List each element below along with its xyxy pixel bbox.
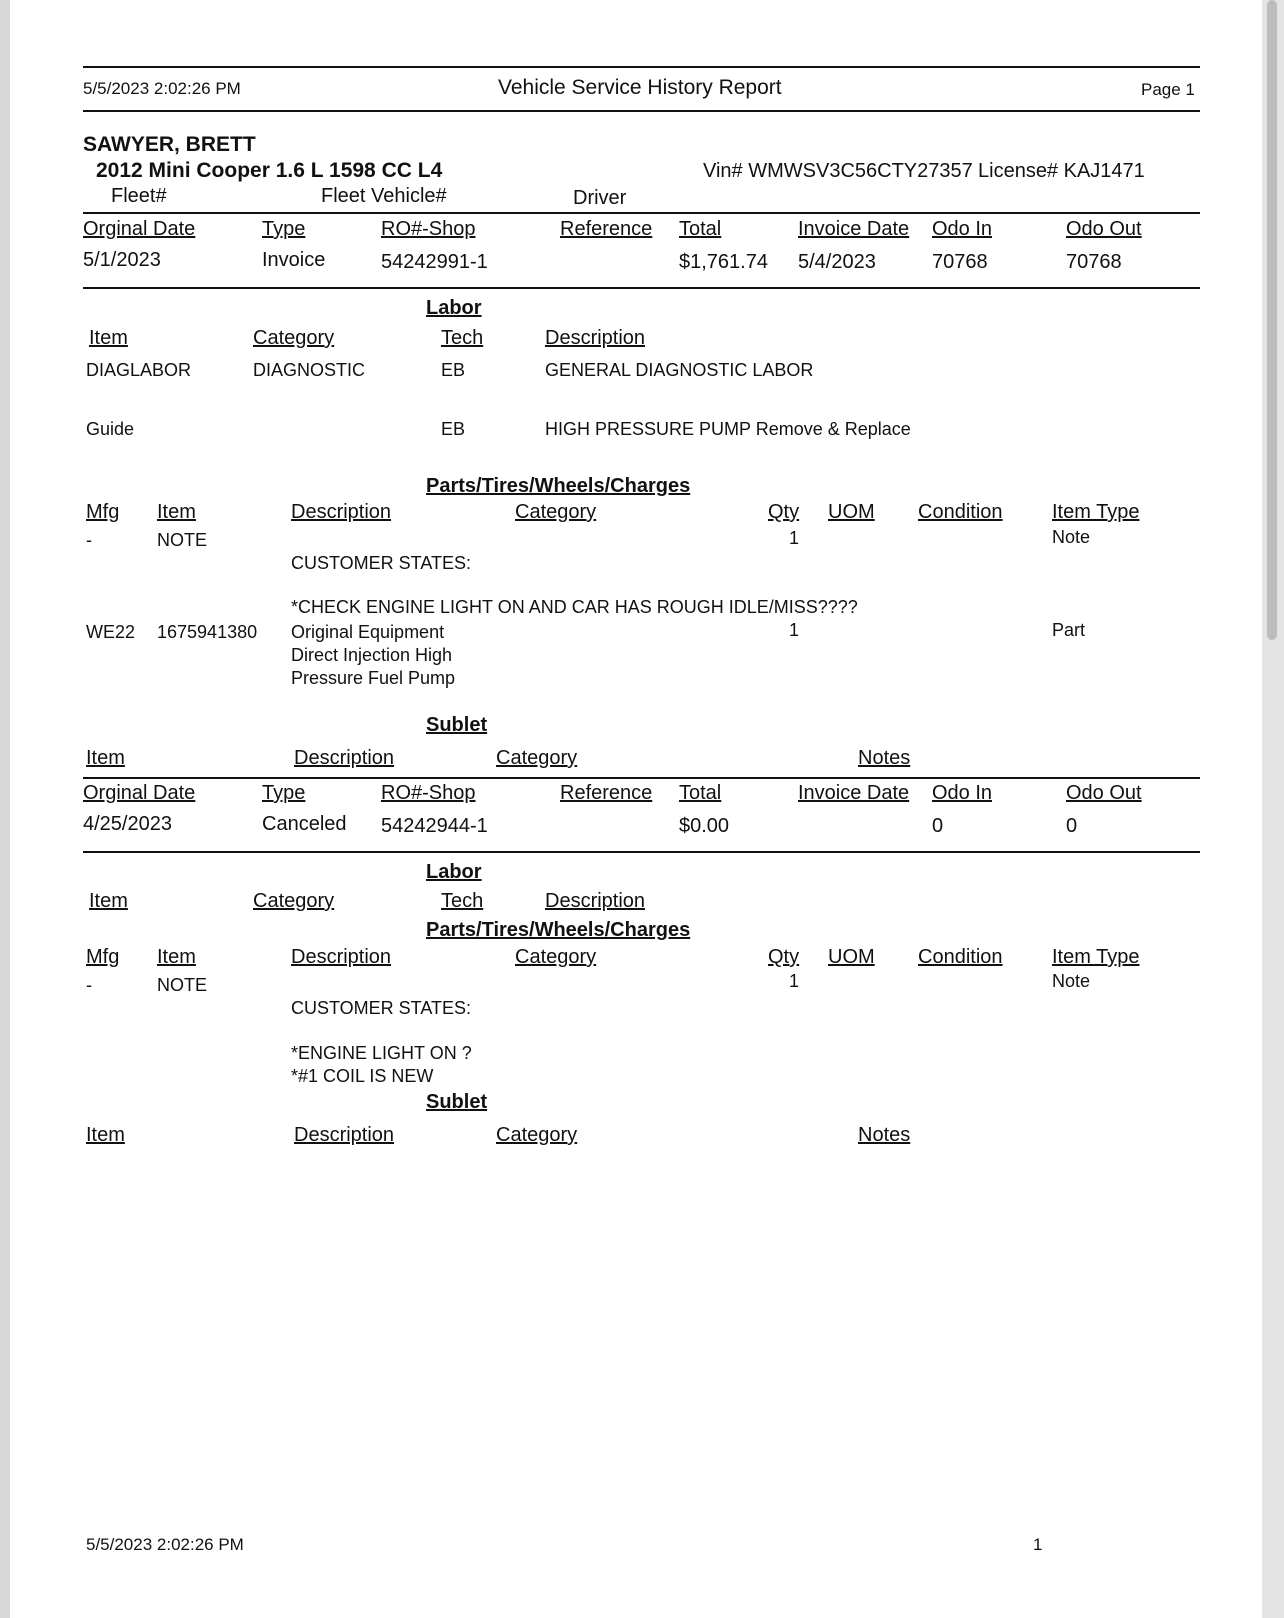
order-type: Canceled <box>262 813 347 835</box>
labor-tech: EB <box>441 360 466 380</box>
part-qty: 1 <box>789 971 800 991</box>
labor-item: DIAGLABOR <box>86 360 192 380</box>
col-original-date: Orginal Date <box>83 218 196 240</box>
fleet-label: Fleet# <box>111 185 167 207</box>
header-bottom-rule <box>83 110 1200 112</box>
order-odo-out: 0 <box>1066 815 1078 837</box>
part-qty: 1 <box>789 528 800 548</box>
part-description-line: Pressure Fuel Pump <box>291 668 456 688</box>
labor-col-description: Description <box>545 327 646 349</box>
parts-col-qty: Qty <box>768 501 800 523</box>
labor-description: GENERAL DIAGNOSTIC LABOR <box>545 360 814 380</box>
customer-rule <box>83 212 1200 214</box>
labor-tech: EB <box>441 419 466 439</box>
labor-section-title: Labor <box>426 861 482 883</box>
parts-col-qty: Qty <box>768 946 800 968</box>
sublet-col-item: Item <box>86 1124 125 1146</box>
report-title: Vehicle Service History Report <box>498 76 782 99</box>
parts-col-category: Category <box>515 946 597 968</box>
part-item-type: Note <box>1052 971 1091 991</box>
part-note-line: CUSTOMER STATES: <box>291 553 472 573</box>
sublet-col-description: Description <box>294 747 395 769</box>
order-rule <box>83 851 1200 853</box>
labor-col-tech: Tech <box>441 327 484 349</box>
parts-col-uom: UOM <box>828 501 875 523</box>
order-original-date: 4/25/2023 <box>83 813 172 835</box>
parts-col-condition: Condition <box>918 501 1003 523</box>
order-odo-out: 70768 <box>1066 251 1122 273</box>
order-total: $0.00 <box>679 815 730 837</box>
part-description-line: Original Equipment <box>291 622 445 642</box>
parts-col-item-type: Item Type <box>1052 501 1140 523</box>
part-note-line: CUSTOMER STATES: <box>291 998 472 1018</box>
parts-col-condition: Condition <box>918 946 1003 968</box>
vin-number: Vin# WMWSV3C56CTY27357 <box>703 160 973 182</box>
driver-label: Driver <box>573 187 627 209</box>
vehicle-description: 2012 Mini Cooper 1.6 L 1598 CC L4 <box>96 159 443 182</box>
sublet-col-notes: Notes <box>858 747 911 769</box>
parts-col-category: Category <box>515 501 597 523</box>
license-number: License# KAJ1471 <box>978 160 1145 182</box>
col-total: Total <box>679 218 722 240</box>
part-note-line: *ENGINE LIGHT ON ? <box>291 1043 472 1063</box>
part-item-type: Part <box>1052 620 1086 640</box>
parts-col-description: Description <box>291 501 392 523</box>
labor-col-item: Item <box>89 327 128 349</box>
parts-col-item: Item <box>157 501 196 523</box>
header-top-rule <box>83 66 1200 68</box>
sublet-section-title: Sublet <box>426 1091 488 1113</box>
labor-section-title: Labor <box>426 297 482 319</box>
col-ro-shop: RO#-Shop <box>381 218 476 240</box>
sublet-col-description: Description <box>294 1124 395 1146</box>
col-original-date: Orginal Date <box>83 782 196 804</box>
parts-section-title: Parts/Tires/Wheels/Charges <box>426 919 691 941</box>
parts-col-mfg: Mfg <box>86 501 120 523</box>
part-description-line: Direct Injection High <box>291 645 453 665</box>
order-separator-rule <box>83 777 1200 779</box>
order-total: $1,761.74 <box>679 251 768 273</box>
labor-col-tech: Tech <box>441 890 484 912</box>
labor-category: DIAGNOSTIC <box>253 360 366 380</box>
order-odo-in: 0 <box>932 815 944 837</box>
col-ro-shop: RO#-Shop <box>381 782 476 804</box>
order-odo-in: 70768 <box>932 251 988 273</box>
sublet-col-notes: Notes <box>858 1124 911 1146</box>
labor-col-category: Category <box>253 327 335 349</box>
part-mfg: WE22 <box>86 622 136 642</box>
col-type: Type <box>262 218 306 240</box>
part-mfg: - <box>86 530 92 550</box>
part-item: NOTE <box>157 530 208 550</box>
parts-col-item: Item <box>157 946 196 968</box>
page-indicator: Page 1 <box>1141 80 1195 99</box>
labor-col-item: Item <box>89 890 128 912</box>
order-type: Invoice <box>262 249 326 271</box>
part-note-line: *CHECK ENGINE LIGHT ON AND CAR HAS ROUGH IDLE/MISS???? <box>291 597 858 617</box>
col-odo-out: Odo Out <box>1066 782 1142 804</box>
sublet-section-title: Sublet <box>426 714 488 736</box>
parts-section-title: Parts/Tires/Wheels/Charges <box>426 475 691 497</box>
viewer-left-edge <box>0 0 10 1618</box>
parts-col-description: Description <box>291 946 392 968</box>
col-invoice-date: Invoice Date <box>798 218 910 240</box>
order-rule <box>83 287 1200 289</box>
order-ro-shop: 54242944-1 <box>381 815 488 837</box>
col-odo-out: Odo Out <box>1066 218 1142 240</box>
part-item: NOTE <box>157 975 208 995</box>
sublet-col-item: Item <box>86 747 125 769</box>
labor-description: HIGH PRESSURE PUMP Remove & Replace <box>545 419 911 439</box>
parts-col-item-type: Item Type <box>1052 946 1140 968</box>
col-reference: Reference <box>560 218 653 240</box>
sublet-col-category: Category <box>496 1124 578 1146</box>
col-invoice-date: Invoice Date <box>798 782 910 804</box>
col-odo-in: Odo In <box>932 218 993 240</box>
order-ro-shop: 54242991-1 <box>381 251 488 273</box>
parts-col-uom: UOM <box>828 946 875 968</box>
part-item: 1675941380 <box>157 622 258 642</box>
part-note-line: *#1 COIL IS NEW <box>291 1066 434 1086</box>
part-item-type: Note <box>1052 527 1091 547</box>
footer-timestamp: 5/5/2023 2:02:26 PM <box>86 1535 244 1554</box>
part-qty: 1 <box>789 620 800 640</box>
fleet-vehicle-label: Fleet Vehicle# <box>321 185 447 207</box>
report-page <box>10 0 1262 1618</box>
order-invoice-date: 5/4/2023 <box>798 251 876 273</box>
col-reference: Reference <box>560 782 653 804</box>
labor-col-description: Description <box>545 890 646 912</box>
header-timestamp: 5/5/2023 2:02:26 PM <box>83 79 241 98</box>
sublet-col-category: Category <box>496 747 578 769</box>
order-original-date: 5/1/2023 <box>83 249 161 271</box>
col-type: Type <box>262 782 306 804</box>
part-mfg: - <box>86 975 92 995</box>
customer-name: SAWYER, BRETT <box>83 133 256 156</box>
scrollbar-thumb[interactable] <box>1267 0 1277 640</box>
parts-col-mfg: Mfg <box>86 946 120 968</box>
col-total: Total <box>679 782 722 804</box>
footer-page-number: 1 <box>1033 1535 1043 1554</box>
col-odo-in: Odo In <box>932 782 993 804</box>
labor-item: Guide <box>86 419 135 439</box>
labor-col-category: Category <box>253 890 335 912</box>
